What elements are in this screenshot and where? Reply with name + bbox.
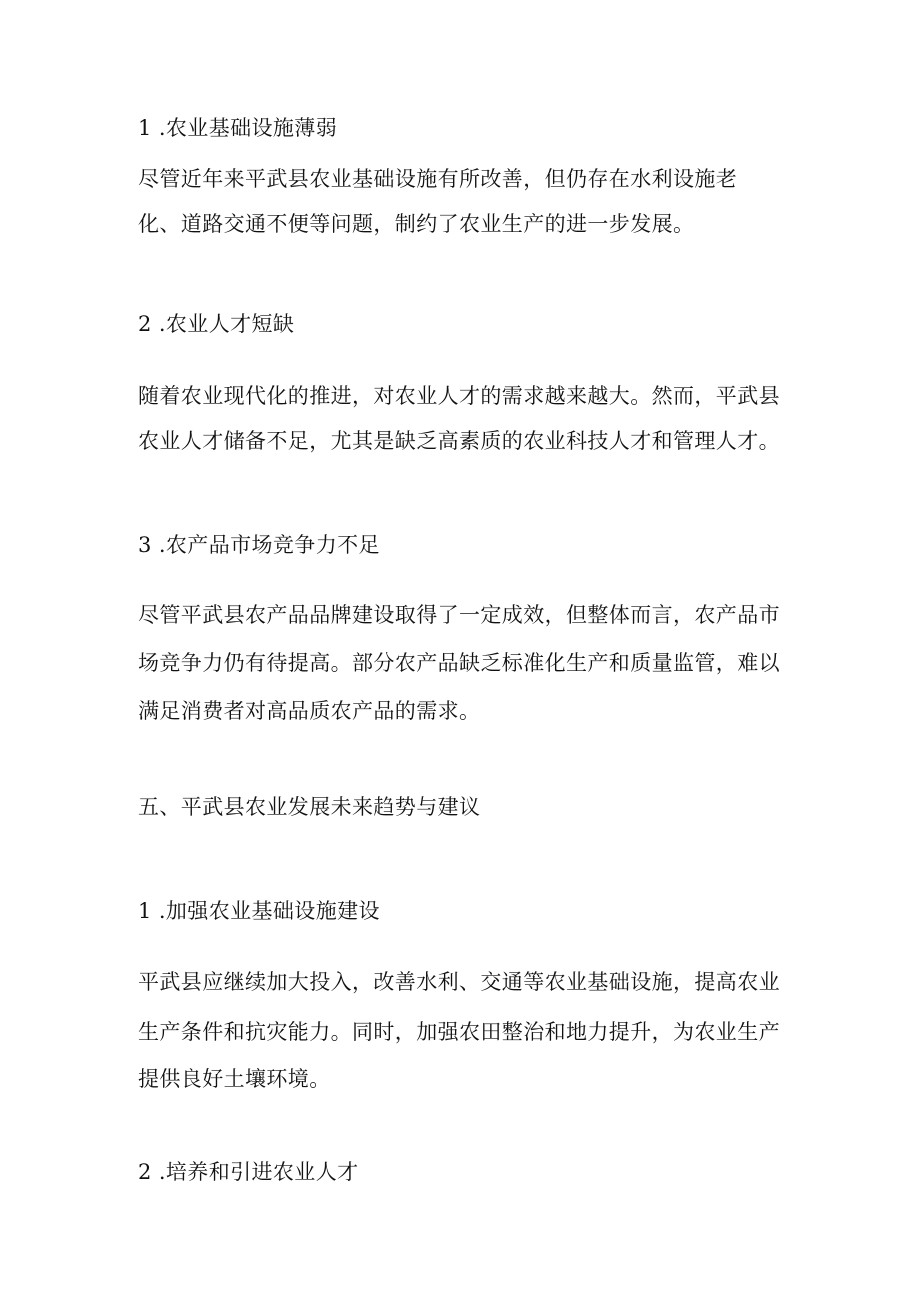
paragraph-line: 尽管平武县农产品品牌建设取得了一定成效，但整体而言，农产品市 — [138, 603, 780, 627]
paragraph-line: 农业人才储备不足，尤其是缺乏高素质的农业科技人才和管理人才。 — [138, 429, 780, 453]
paragraph-line: 化、道路交通不便等问题，制约了农业生产的进一步发展。 — [138, 212, 695, 236]
paragraph-line: 尽管近年来平武县农业基础设施有所改善，但仍存在水利设施老 — [138, 167, 738, 191]
paragraph-line: 满足消费者对高品质农产品的需求。 — [138, 699, 481, 723]
paragraph-line: 随着农业现代化的推进，对农业人才的需求越来越大。然而，平武县 — [138, 384, 780, 408]
section-heading-3: 3 .农产品市场竞争力不足 — [138, 533, 380, 557]
paragraph-line: 提供良好土壤环境。 — [138, 1067, 331, 1091]
paragraph-line: 生产条件和抗灾能力。同时，加强农田整治和地力提升，为农业生产 — [138, 1020, 780, 1044]
section-heading-2: 2 .农业人才短缺 — [138, 312, 295, 336]
section-heading-5: 2 .培养和引进农业人才 — [138, 1160, 359, 1184]
section-heading-4: 1 .加强农业基础设施建设 — [138, 899, 380, 923]
chapter-heading: 五、平武县农业发展未来趋势与建议 — [138, 795, 481, 819]
paragraph-line: 场竞争力仍有待提高。部分农产品缺乏标准化生产和质量监管，难以 — [138, 651, 780, 675]
section-heading-1: 1 .农业基础设施薄弱 — [138, 116, 338, 140]
paragraph-line: 平武县应继续加大投入，改善水利、交通等农业基础设施，提高农业 — [138, 970, 780, 994]
